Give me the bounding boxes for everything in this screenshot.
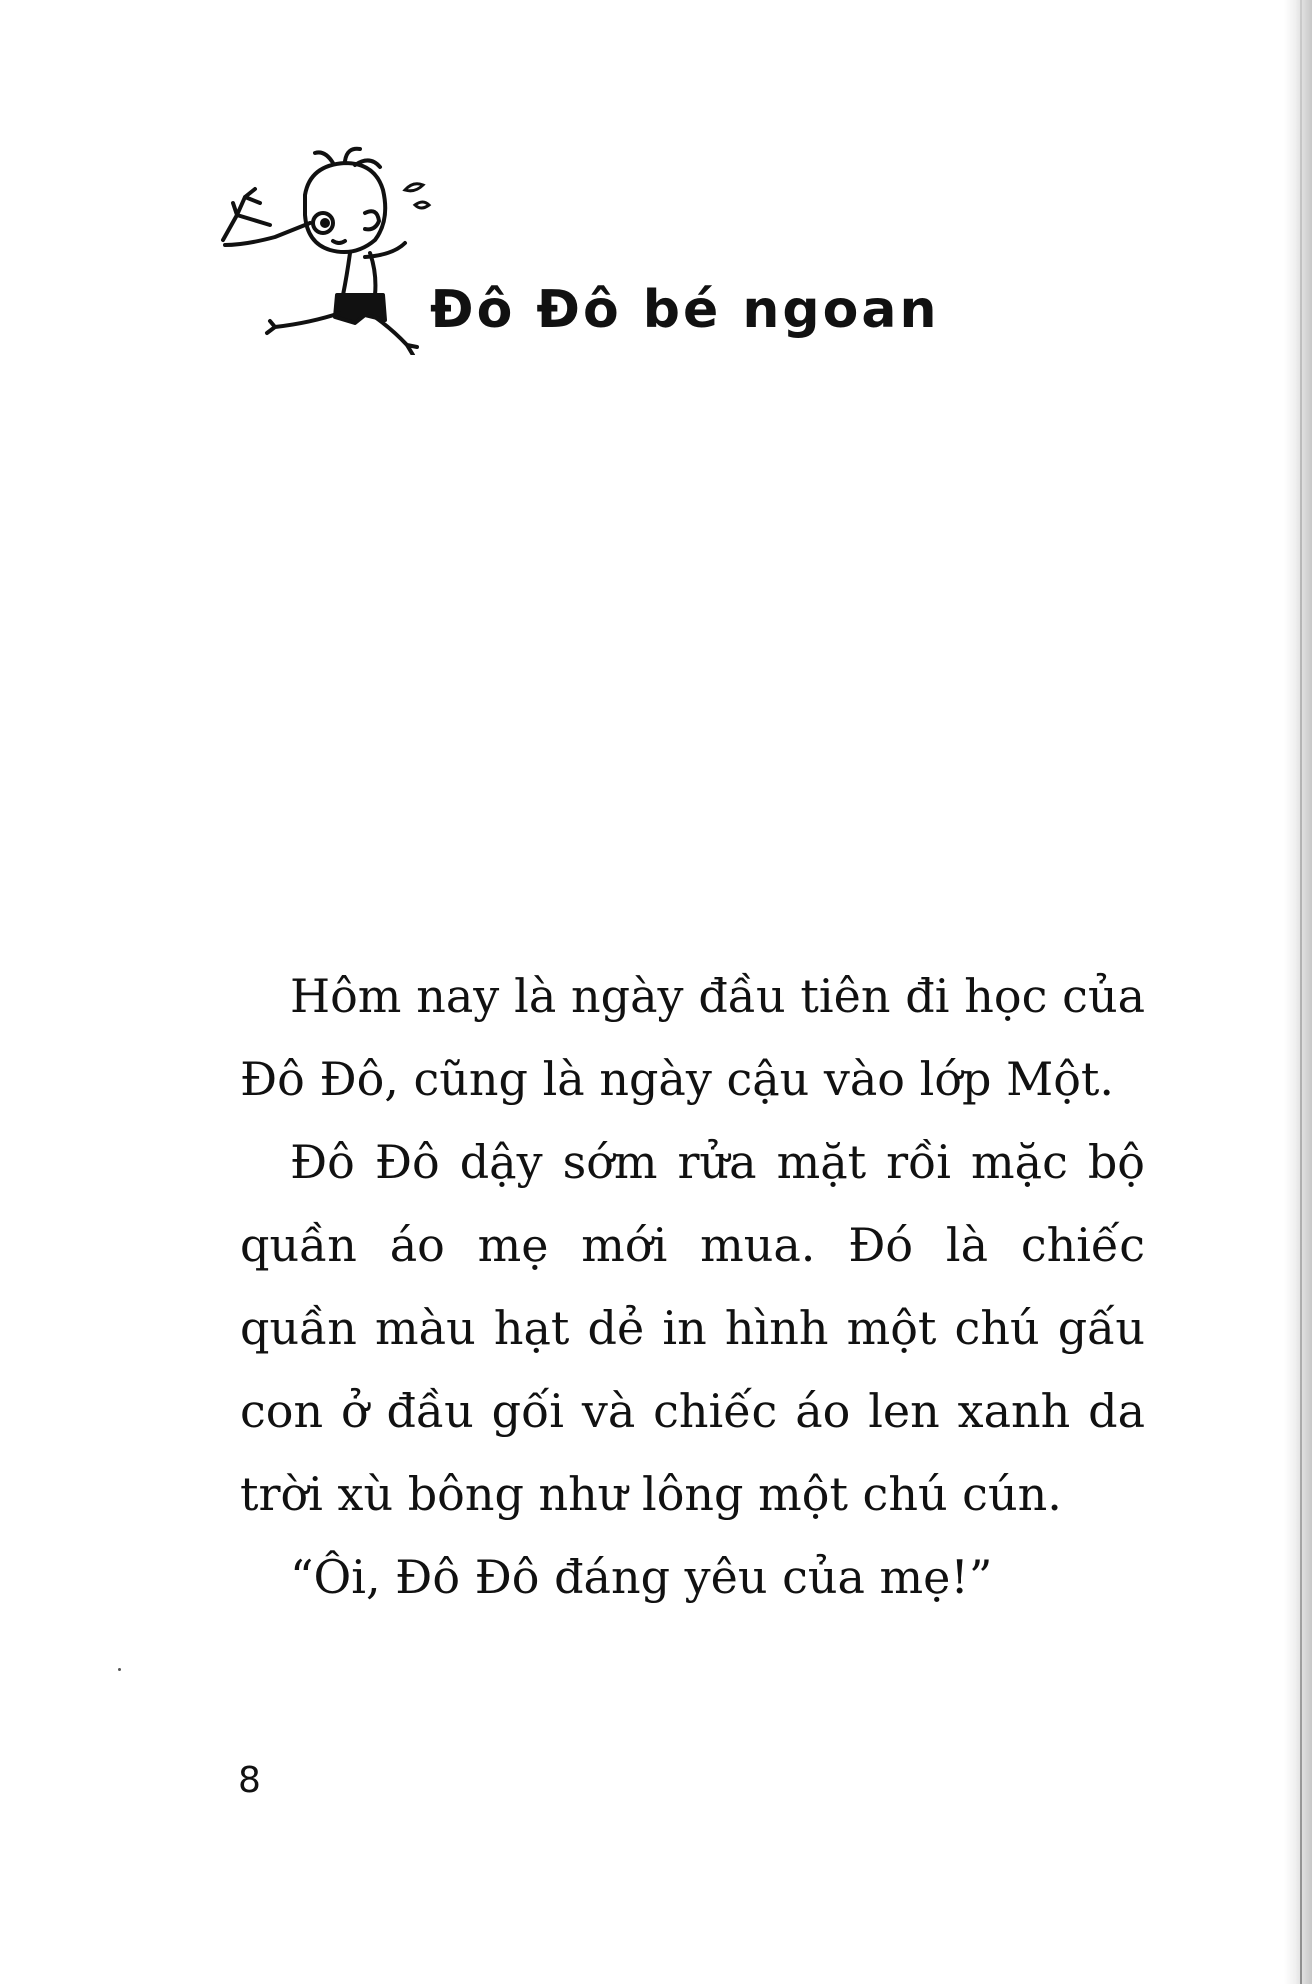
paragraph: Đô Đô dậy sớm rửa mặt rồi mặc bộ quần áo mẹ mới mua. Đó là chiếc quần màu hạt dẻ in hình một chú gấu con ở đầu gối và chiếc áo len xanh da trời xù bông như lông một chú cún.	[240, 1135, 1145, 1521]
series-title: Đô Đô bé ngoan	[430, 280, 940, 340]
page-number: 8	[238, 1760, 261, 1801]
page-edge-shadow	[1284, 0, 1312, 1984]
scan-speck	[118, 1668, 121, 1671]
running-boy-icon	[215, 145, 455, 355]
story-text	[240, 955, 1145, 1619]
paragraph: Hôm nay là ngày đầu tiên đi học của Đô Đô, cũng là ngày cậu vào lớp Một.	[240, 969, 1145, 1106]
page-edge-line	[1300, 0, 1302, 1984]
paragraph: “Ôi, Đô Đô đáng yêu của mẹ!”	[290, 1550, 993, 1604]
